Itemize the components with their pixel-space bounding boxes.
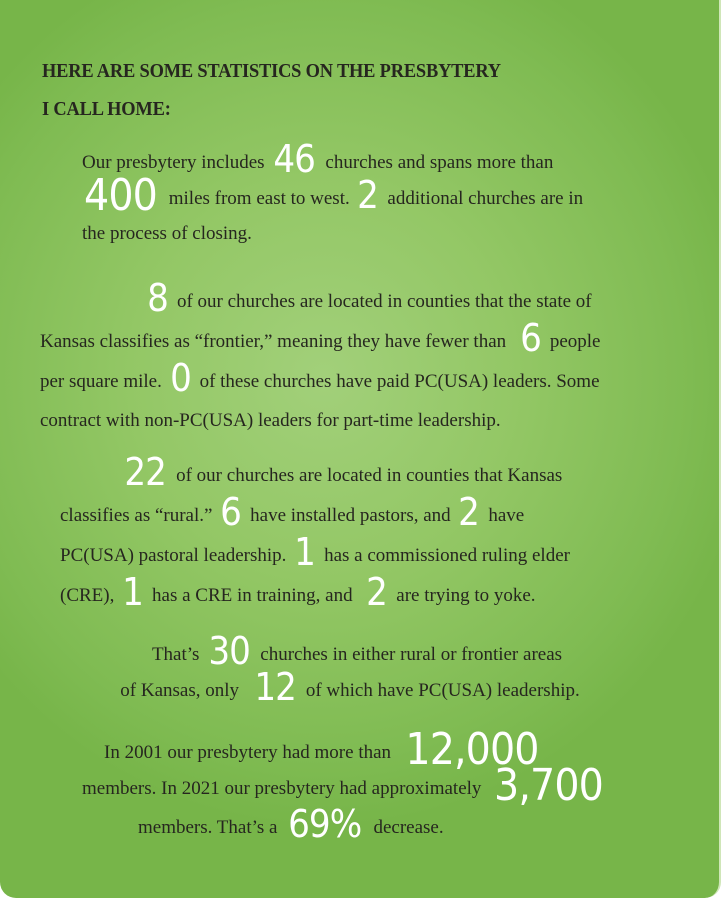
text: Kansas classifies as “frontier,” meaning they have fewer than bbox=[40, 331, 507, 352]
paragraph-total bbox=[0, 629, 700, 709]
text: decrease. bbox=[373, 817, 444, 838]
page-title bbox=[42, 52, 594, 128]
text: people bbox=[549, 331, 601, 352]
paragraph-rural bbox=[60, 450, 570, 614]
paragraph-frontier bbox=[40, 276, 601, 439]
text: of our churches are located in counties that Kansas bbox=[176, 465, 563, 486]
text: classifies as “rural.” bbox=[60, 505, 213, 526]
text: of these churches have paid PC(USA) leaders. Some bbox=[199, 371, 600, 392]
title-line-1: HERE ARE SOME STATISTICS ON THE PRESBYTERY bbox=[42, 60, 501, 82]
stat-number: 1 bbox=[294, 530, 316, 574]
stat-number: 3,700 bbox=[494, 760, 604, 811]
stat-number: 0 bbox=[169, 356, 191, 400]
stat-number: 400 bbox=[84, 170, 157, 221]
stat-number: 2 bbox=[458, 490, 480, 534]
text: of our churches are located in counties that the state of bbox=[176, 291, 592, 312]
text: contract with non-PC(USA) leaders for part-time leadership. bbox=[40, 410, 501, 431]
stat-number: 22 bbox=[124, 450, 167, 494]
text: Our presbytery includes bbox=[82, 152, 265, 173]
stat-number: 2 bbox=[366, 570, 388, 614]
paragraph-church-count bbox=[82, 137, 584, 252]
text: That’s bbox=[151, 644, 200, 665]
text: members. That’s a bbox=[138, 817, 278, 838]
paragraph-membership bbox=[82, 724, 612, 846]
stat-number: 8 bbox=[147, 276, 169, 320]
stat-number: 2 bbox=[357, 173, 379, 217]
stat-number: 46 bbox=[273, 137, 316, 181]
text: of Kansas, only bbox=[120, 680, 239, 701]
text: (CRE), bbox=[60, 585, 115, 606]
text: have installed pastors, and bbox=[250, 505, 451, 526]
text: churches and spans more than bbox=[325, 152, 554, 173]
text: the process of closing. bbox=[82, 223, 252, 244]
text: In 2001 our presbytery had more than bbox=[104, 742, 392, 763]
stat-number: 30 bbox=[208, 629, 251, 673]
text: of which have PC(USA) leadership. bbox=[305, 680, 580, 701]
stat-number: 69% bbox=[288, 802, 362, 846]
stat-number: 6 bbox=[520, 316, 541, 360]
text: have bbox=[488, 505, 525, 526]
text: PC(USA) pastoral leadership. bbox=[60, 545, 287, 566]
text: has a commissioned ruling elder bbox=[324, 545, 570, 566]
stat-number: 6 bbox=[220, 490, 242, 534]
stat-number: 1 bbox=[122, 570, 144, 614]
text: miles from east to west. bbox=[168, 188, 350, 209]
text: per square mile. bbox=[40, 371, 162, 392]
text: members. In 2021 our presbytery had approximately bbox=[82, 778, 482, 799]
text: additional churches are in bbox=[387, 188, 584, 209]
stat-number: 12,000 bbox=[405, 724, 539, 775]
text: churches in either rural or frontier areas bbox=[260, 644, 563, 665]
title-line-2: I CALL HOME: bbox=[42, 98, 171, 120]
text: are trying to yoke. bbox=[396, 585, 536, 606]
stat-number: 12 bbox=[254, 665, 296, 709]
text: has a CRE in training, and bbox=[152, 585, 353, 606]
